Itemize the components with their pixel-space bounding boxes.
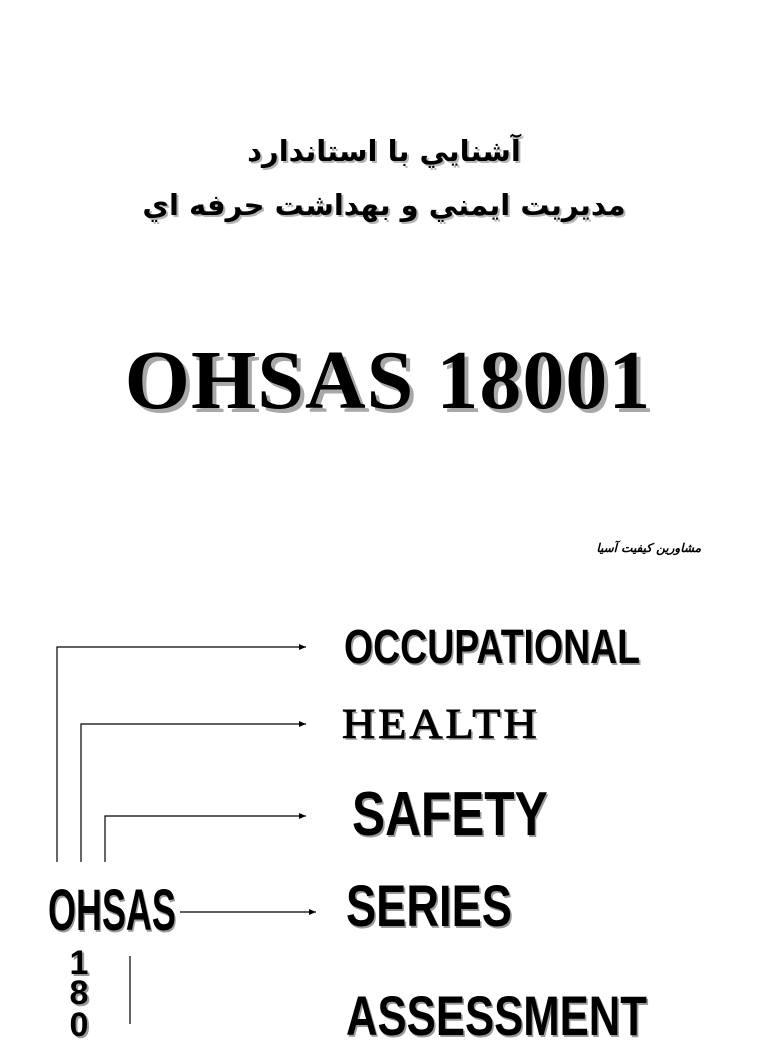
consultant-name: مشاورين كيفيت آسيا: [596, 541, 701, 555]
connector-safety: [105, 816, 306, 862]
title-line-1: آشنايي با استاندارد: [247, 134, 521, 168]
title-line-2: مديريت ايمني و بهداشت حرفه اي: [142, 188, 626, 222]
word-safety: SAFETY: [352, 780, 548, 849]
word-occupational: OCCUPATIONAL: [344, 621, 641, 674]
main-heading: OHSAS 18001: [124, 334, 652, 427]
word-health: HEALTH: [342, 700, 540, 748]
connector-occupational: [57, 647, 306, 862]
word-series: SERIES: [346, 874, 512, 939]
digit-8: 8: [69, 974, 89, 1012]
ohsas-label: OHSAS: [48, 878, 176, 943]
word-assessment: ASSESSMENT: [346, 984, 647, 1047]
digit-1: 1: [69, 944, 89, 982]
connector-health: [81, 724, 306, 862]
digit-0: 0: [69, 1006, 89, 1044]
